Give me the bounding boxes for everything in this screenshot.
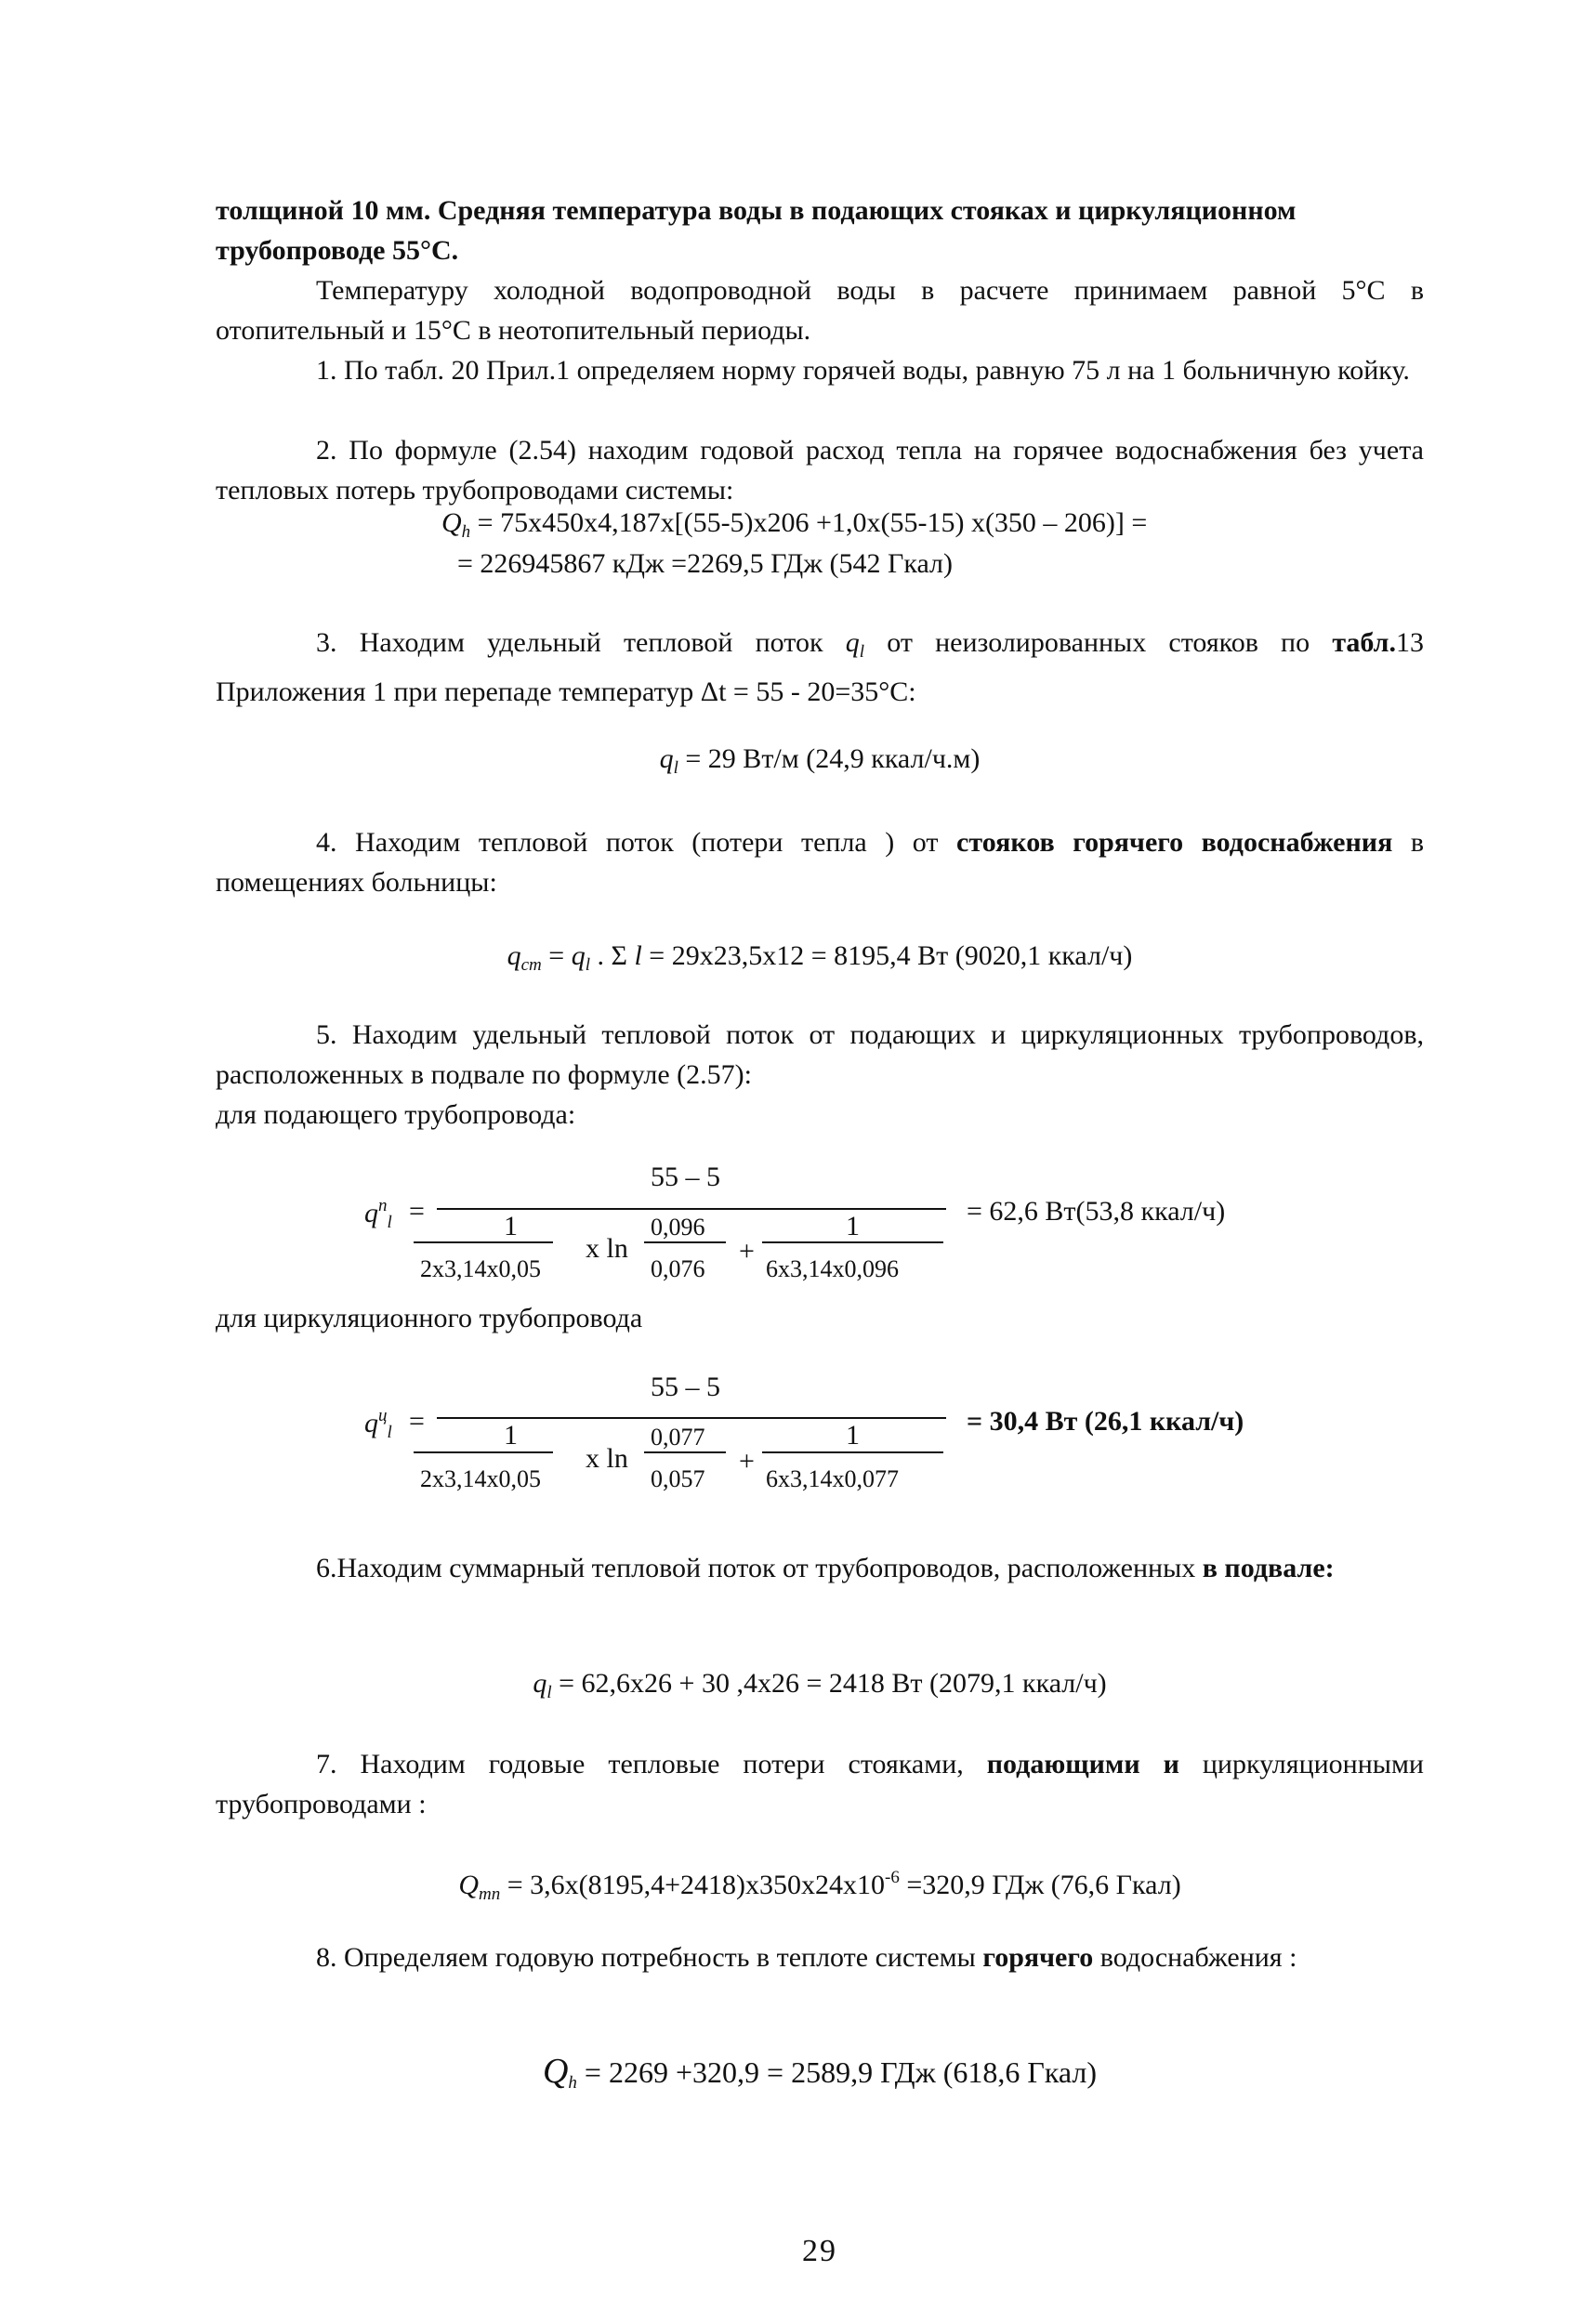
supply-plus: + <box>739 1236 755 1267</box>
supply-result: = 62,6 Вт(53,8 ккал/ч) <box>967 1196 1226 1227</box>
supply-frac-ln-bar <box>644 1241 726 1243</box>
item-2-paragraph: 2. По формуле (2.54) находим годовой расход тепла на горячее водоснабжения без учета тепловых потерь трубопроводами системы: <box>216 435 1424 506</box>
item-7-paragraph: 7. Находим годовые тепловые потери стояками, подающими и циркуляционными трубопроводами : <box>216 1749 1424 1819</box>
circ-numerator: 55 – 5 <box>651 1372 720 1402</box>
circ-lhs: $q^ц_l$ <box>364 1406 392 1442</box>
item-6-paragraph: 6.Находим суммарный тепловой поток от трубопроводов, расположенных в подвале: <box>316 1553 1335 1583</box>
supply-numerator: 55 – 5 <box>651 1162 720 1192</box>
supply-eq: = <box>409 1196 425 1227</box>
intro-line-2: трубопроводе 55°С. <box>216 235 459 266</box>
circulation-pipe-label: для циркуляционного трубопровода <box>216 1303 643 1333</box>
page-number: 29 <box>802 2234 837 2268</box>
supply-den-a: 2х3,14х0,05 <box>420 1255 541 1282</box>
supply-frac-a-bar <box>414 1241 553 1243</box>
circ-inner-denominator: 0,057 <box>651 1465 705 1492</box>
formula-qh-line-1: $Q_h = 75х450х4,187х[(55-5)х206 +1,0х(55-15)$ х(350 – 206)] = <box>441 507 1148 542</box>
formula-ql-total: $q_l = 62,6х26 + 30$ ,4х26 = 2418 Вт (2079,1 ккал/ч) <box>533 1668 1107 1702</box>
formula-qtp: $Q_{тп} = 3,6х(8195,4+2418)х350х24х10^{-6} =320,9$ ГДж (76,6 Гкал) <box>458 1868 1181 1904</box>
item-4-paragraph: 4. Находим тепловой поток (потери тепла ) от стояков горячего водоснабжения в помещениях больницы: <box>216 827 1425 898</box>
circ-ln: х ln <box>586 1443 628 1474</box>
formula-qh-total: $Q_h = 2269 +320,9 = 2589,9$ ГДж (618,6 Гкал) <box>542 2052 1098 2093</box>
circ-plus: + <box>739 1446 755 1477</box>
item-8-paragraph: 8. Определяем годовую потребность в теплоте системы горячего водоснабжения : <box>316 1942 1297 1973</box>
supply-one-a: 1 <box>504 1211 518 1241</box>
circ-frac-b-bar <box>762 1451 943 1453</box>
circ-one-b: 1 <box>846 1420 860 1451</box>
supply-inner-numerator: 0,096 <box>651 1214 705 1241</box>
supply-ln: х ln <box>586 1233 628 1264</box>
formula-qh-line-2: = 226945867 кДж =2269,5 ГДж (542 Гкал) <box>457 548 953 579</box>
supply-pipe-label: для подающего трубопровода: <box>216 1099 576 1130</box>
supply-frac-b-bar <box>762 1241 943 1243</box>
circ-den-a: 2х3,14х0,05 <box>420 1465 541 1492</box>
item-1-paragraph: 1. По табл. 20 Прил.1 определяем норму горячей воды, равную 75 л на 1 больничную койку. <box>316 355 1410 386</box>
circ-frac-a-bar <box>414 1451 553 1453</box>
supply-main-fraction-bar <box>437 1208 946 1210</box>
circ-one-a: 1 <box>504 1420 518 1451</box>
circ-result: = 30,4 Вт (26,1 ккал/ч) <box>967 1406 1244 1437</box>
circ-main-fraction-bar <box>437 1417 946 1419</box>
circ-inner-numerator: 0,077 <box>651 1424 705 1451</box>
circ-eq: = <box>409 1406 425 1437</box>
cold-water-paragraph: Температуру холодной водопроводной воды в расчете принимаем равной 5°С в отопительный и 15°С в неотопительный периоды. <box>216 275 1424 346</box>
formula-qst: $q_{ст} = q_l$ . Σ l = 29х23,5х12 = 8195,4 Вт (9020,1 ккал/ч) <box>507 940 1133 975</box>
item-5-paragraph: 5. Находим удельный тепловой поток от подающих и циркуляционных трубопроводов, расположенных в подвале по формуле (2.57): <box>216 1019 1424 1090</box>
intro-line-1: толщиной 10 мм. Средняя температура воды в подающих стояках и циркуляционном <box>216 195 1297 226</box>
item-3-paragraph: 3. Находим удельный тепловой поток $q_l$ от неизолированных стояков по табл.13 Приложения 1 при перепаде температур Δt = 55 - 20=35°С: <box>216 627 1424 707</box>
formula-ql: $q_l = 29$ Вт/м (24,9 ккал/ч.м) <box>659 743 981 778</box>
supply-inner-denominator: 0,076 <box>651 1255 705 1282</box>
supply-lhs: $q^п_l$ <box>364 1196 392 1232</box>
supply-den-b: 6х3,14х0,096 <box>766 1255 899 1282</box>
supply-one-b: 1 <box>846 1211 860 1241</box>
circ-frac-ln-bar <box>644 1451 726 1453</box>
circ-den-b: 6х3,14х0,077 <box>766 1465 899 1492</box>
